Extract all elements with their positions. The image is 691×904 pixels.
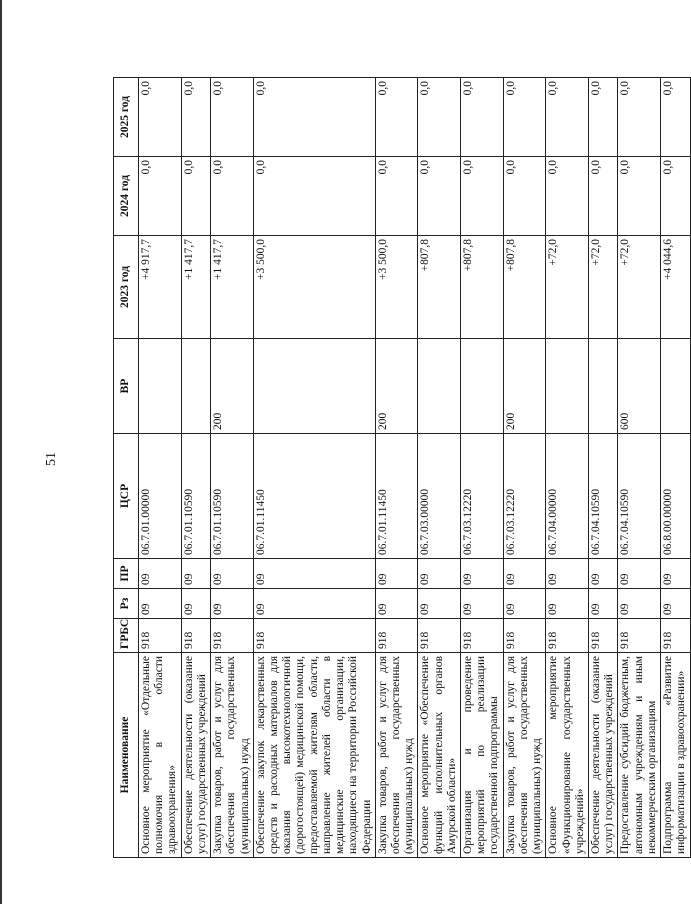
header-grbs: ГРБС (114, 619, 139, 653)
cell-name: Предоставление субсидий бюджетным, автономным учреждениям и иным некоммерческим организациям (618, 653, 661, 858)
cell-y2024: 0,0 (253, 157, 375, 236)
cell-name: Закупка товаров, работ и услуг для обеспечения государственных (муниципальных) нужд (503, 653, 546, 858)
table-row (375, 78, 418, 858)
cell-y2023: +3 500,0 (375, 236, 418, 339)
cell-y2025: 0,0 (503, 78, 546, 157)
cell-csr: 06.7.03.12220 (503, 434, 546, 559)
cell-vr (253, 339, 375, 434)
cell-y2023: +3 500,0 (253, 236, 375, 339)
cell-csr: 06.7.01.00000 (139, 434, 182, 559)
cell-rz: 09 (418, 589, 461, 619)
cell-y2023: +72,0 (618, 236, 661, 339)
cell-vr (461, 339, 504, 434)
table-row (181, 78, 210, 858)
cell-name: Подпрограмма «Развитие информатизации в здравоохранении» (661, 653, 690, 858)
cell-y2025: 0,0 (546, 78, 589, 157)
table-row (546, 78, 589, 858)
cell-y2025: 0,0 (461, 78, 504, 157)
cell-grbs: 918 (253, 619, 375, 653)
page-number: 51 (44, 452, 59, 466)
cell-y2025: 0,0 (618, 78, 661, 157)
cell-name: Основное мероприятие «Отдельные полномочия в области здравоохранения» (139, 653, 182, 858)
cell-grbs: 918 (375, 619, 418, 653)
table-row (589, 78, 618, 858)
cell-rz: 09 (461, 589, 504, 619)
cell-csr: 06.7.01.10590 (181, 434, 210, 559)
cell-csr: 06.7.01.11450 (253, 434, 375, 559)
cell-y2024: 0,0 (418, 157, 461, 236)
cell-grbs: 918 (546, 619, 589, 653)
cell-y2024: 0,0 (211, 157, 254, 236)
cell-y2024: 0,0 (139, 157, 182, 236)
cell-vr (661, 339, 690, 434)
cell-y2023: +1 417,7 (181, 236, 210, 339)
cell-csr: 06.7.03.00000 (418, 434, 461, 559)
header-vr: ВР (114, 339, 139, 434)
cell-pr: 09 (139, 559, 182, 589)
cell-rz: 09 (211, 589, 254, 619)
cell-vr (589, 339, 618, 434)
header-2025: 2025 год (114, 78, 139, 157)
table-header-row (114, 78, 139, 858)
cell-rz: 09 (181, 589, 210, 619)
cell-y2025: 0,0 (375, 78, 418, 157)
cell-vr: 200 (503, 339, 546, 434)
cell-vr (139, 339, 182, 434)
cell-csr: 06.7.04.10590 (618, 434, 661, 559)
cell-pr: 09 (181, 559, 210, 589)
cell-rz: 09 (661, 589, 690, 619)
cell-y2025: 0,0 (589, 78, 618, 157)
cell-csr: 06.7.03.12220 (461, 434, 504, 559)
cell-y2025: 0,0 (253, 78, 375, 157)
header-csr: ЦСР (114, 434, 139, 559)
cell-y2023: +807,8 (461, 236, 504, 339)
cell-y2023: +72,0 (546, 236, 589, 339)
cell-name: Обеспечение деятельности (оказание услуг) государственных учреждений (181, 653, 210, 858)
cell-y2023: +4 044,6 (661, 236, 690, 339)
cell-vr (418, 339, 461, 434)
header-rz: Рз (114, 589, 139, 619)
cell-y2024: 0,0 (375, 157, 418, 236)
table-row (139, 78, 182, 858)
cell-pr: 09 (589, 559, 618, 589)
cell-name: Обеспечение закупок лекарственных средств и расходных материалов для оказания высокотехнологичной (дорогостоящей) медицинской помощи, предоставляемой жителям области, направление жителей области в медицинские организации, находящиеся на территории Российской Федерации (253, 653, 375, 858)
cell-y2025: 0,0 (211, 78, 254, 157)
cell-grbs: 918 (181, 619, 210, 653)
cell-csr: 06.7.01.11450 (375, 434, 418, 559)
table-row (253, 78, 375, 858)
cell-grbs: 918 (418, 619, 461, 653)
cell-vr: 200 (375, 339, 418, 434)
cell-vr: 600 (618, 339, 661, 434)
cell-y2024: 0,0 (661, 157, 690, 236)
cell-pr: 09 (661, 559, 690, 589)
cell-y2023: +807,8 (418, 236, 461, 339)
table-row (618, 78, 661, 858)
cell-pr: 09 (211, 559, 254, 589)
cell-y2025: 0,0 (418, 78, 461, 157)
cell-pr: 09 (418, 559, 461, 589)
page-left-edge (0, 0, 2, 904)
table-row (503, 78, 546, 858)
budget-table-container (113, 78, 688, 858)
cell-rz: 09 (546, 589, 589, 619)
cell-y2025: 0,0 (661, 78, 690, 157)
cell-grbs: 918 (661, 619, 690, 653)
cell-name: Закупка товаров, работ и услуг для обеспечения государственных (муниципальных) нужд (375, 653, 418, 858)
cell-name: Организация и проведение мероприятий по реализации государственной подпрограммы (461, 653, 504, 858)
cell-rz: 09 (253, 589, 375, 619)
table-row (211, 78, 254, 858)
header-pr: ПР (114, 559, 139, 589)
cell-pr: 09 (253, 559, 375, 589)
cell-name: Основное мероприятие «Обеспечение функций исполнительных органов Амурской области» (418, 653, 461, 858)
cell-rz: 09 (503, 589, 546, 619)
cell-y2024: 0,0 (461, 157, 504, 236)
cell-y2024: 0,0 (503, 157, 546, 236)
header-2023: 2023 год (114, 236, 139, 339)
cell-vr: 200 (211, 339, 254, 434)
cell-grbs: 918 (589, 619, 618, 653)
cell-y2024: 0,0 (618, 157, 661, 236)
cell-csr: 06.7.04.10590 (589, 434, 618, 559)
cell-rz: 09 (589, 589, 618, 619)
cell-rz: 09 (139, 589, 182, 619)
table-row (661, 78, 690, 858)
cell-y2023: +1 417,7 (211, 236, 254, 339)
table-body (139, 78, 691, 858)
table-row (461, 78, 504, 858)
cell-rz: 09 (375, 589, 418, 619)
cell-y2025: 0,0 (139, 78, 182, 157)
cell-vr (546, 339, 589, 434)
cell-pr: 09 (503, 559, 546, 589)
cell-grbs: 918 (461, 619, 504, 653)
header-name: Наименование (114, 653, 139, 858)
cell-pr: 09 (546, 559, 589, 589)
cell-grbs: 918 (618, 619, 661, 653)
cell-csr: 06.8.00.00000 (661, 434, 690, 559)
cell-pr: 09 (375, 559, 418, 589)
cell-y2024: 0,0 (589, 157, 618, 236)
cell-csr: 06.7.04.00000 (546, 434, 589, 559)
cell-y2025: 0,0 (181, 78, 210, 157)
header-2024: 2024 год (114, 157, 139, 236)
cell-rz: 09 (618, 589, 661, 619)
cell-y2023: +4 917,7 (139, 236, 182, 339)
cell-vr (181, 339, 210, 434)
cell-name: Основное мероприятие «Функционирование государственных учреждений» (546, 653, 589, 858)
budget-table (113, 77, 691, 858)
cell-y2023: +72,0 (589, 236, 618, 339)
cell-csr: 06.7.01.10590 (211, 434, 254, 559)
cell-y2023: +807,8 (503, 236, 546, 339)
cell-pr: 09 (618, 559, 661, 589)
cell-name: Обеспечение деятельности (оказание услуг) государственных учреждений (589, 653, 618, 858)
cell-grbs: 918 (211, 619, 254, 653)
cell-name: Закупка товаров, работ и услуг для обеспечения государственных (муниципальных) нужд (211, 653, 254, 858)
cell-y2024: 0,0 (546, 157, 589, 236)
cell-grbs: 918 (139, 619, 182, 653)
cell-y2024: 0,0 (181, 157, 210, 236)
cell-pr: 09 (461, 559, 504, 589)
table-row (418, 78, 461, 858)
cell-grbs: 918 (503, 619, 546, 653)
